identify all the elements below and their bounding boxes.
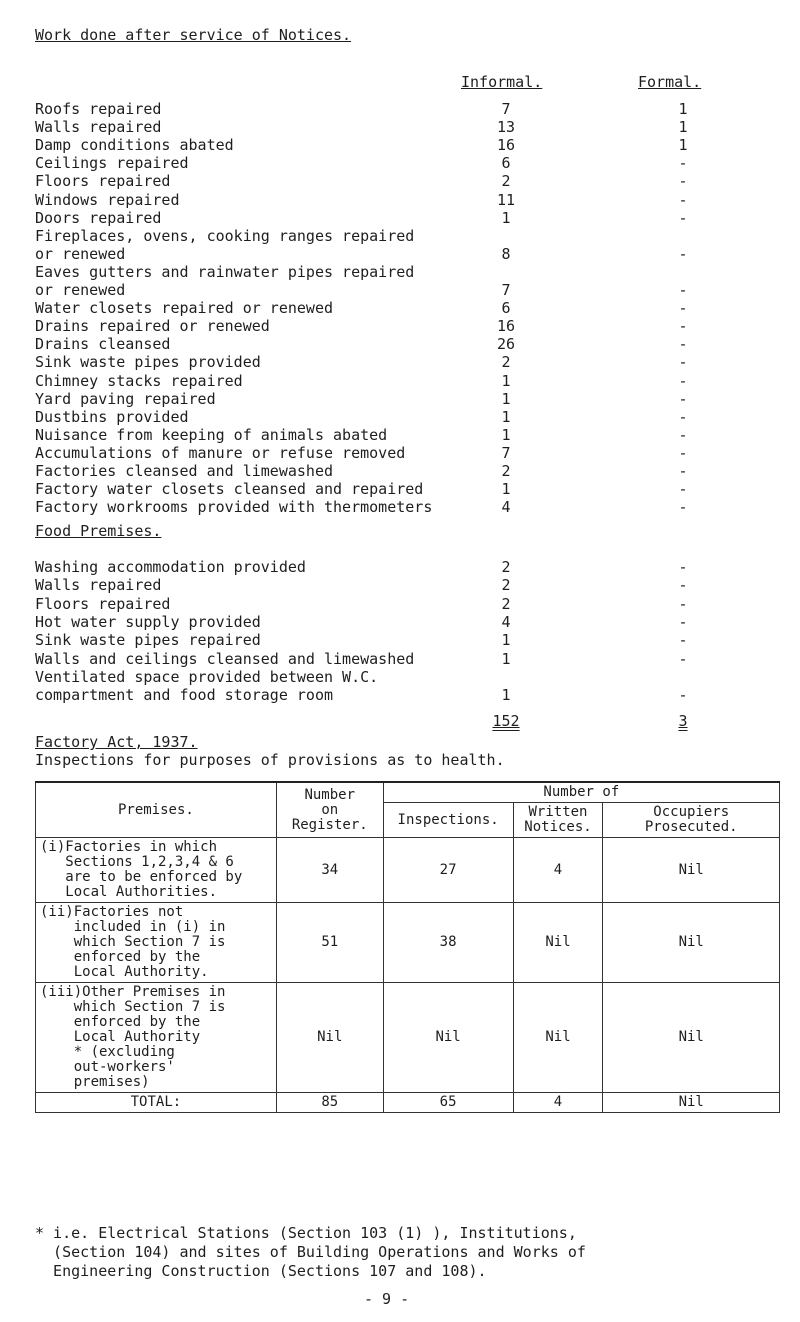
list-item-label: Roofs repaired <box>35 100 162 118</box>
list-item-label: Walls and ceilings cleansed and limewashed <box>35 649 415 668</box>
list-item-informal: 7 <box>501 443 511 462</box>
list-item-formal: - <box>678 389 688 408</box>
table-row <box>36 903 780 983</box>
list-item-label: Floors repaired <box>35 594 171 613</box>
premises-line: enforced by the <box>40 1014 201 1030</box>
factory-act-heading: Factory Act, 1937. <box>35 733 198 751</box>
list-item-formal: - <box>678 425 688 444</box>
header-number-of: Number of <box>383 782 779 803</box>
list-item-label: Yard paving repaired <box>35 389 216 408</box>
list-item-label: Drains cleansed <box>35 335 171 354</box>
list-item-label: Accumulations of manure or refuse removed <box>35 443 406 462</box>
premises-line: which Section 7 is <box>40 999 226 1015</box>
list-item-informal: 26 <box>496 335 516 354</box>
total-formal: 3 <box>678 712 688 730</box>
premises-line: (ii)Factories not <box>40 904 184 920</box>
list-item-label: Walls repaired <box>35 118 162 137</box>
list-item-formal: - <box>678 208 688 227</box>
list-item-label: Fireplaces, ovens, cooking ranges repaired <box>35 226 415 245</box>
premises-line: (i)Factories in which <box>40 839 218 855</box>
header-number-on-register <box>276 782 383 838</box>
list-item-formal: - <box>678 649 688 668</box>
list-item-label: Factories cleansed and limewashed <box>35 462 334 480</box>
list-item-formal: - <box>678 281 688 299</box>
footnote-line: * i.e. Electrical Stations (Section 103 (1) ), Institutions, <box>35 1224 577 1242</box>
premises-line: Local Authority <box>40 1029 201 1045</box>
premises-line: (iii)Other Premises in <box>40 984 226 1000</box>
food-premises-heading: Food Premises. <box>35 522 162 540</box>
list-item-label: Hot water supply provided <box>35 612 261 631</box>
list-item-informal: 1 <box>501 407 511 426</box>
premises-line: enforced by the <box>40 949 201 965</box>
header-register-line: Register. <box>291 816 368 833</box>
list-item-formal: - <box>678 317 688 336</box>
list-item-label: Ceilings repaired <box>35 154 189 173</box>
cell-register: 34 <box>276 838 383 903</box>
cell-prosecuted: Nil <box>603 838 780 903</box>
list-item-label: Washing accommodation provided <box>35 558 306 576</box>
total-register: 85 <box>276 1093 383 1113</box>
list-item-informal: 1 <box>501 371 511 390</box>
header-premises: Premises. <box>36 782 277 838</box>
cell-register: 51 <box>276 903 383 983</box>
list-item-informal: 4 <box>501 612 511 631</box>
premises-line: * (excluding <box>40 1044 175 1060</box>
list-item-informal: 2 <box>501 462 511 480</box>
table-total-row <box>36 1093 780 1113</box>
list-item-informal: 1 <box>501 480 511 499</box>
page-number: - 9 - <box>364 1290 410 1308</box>
list-item-formal: - <box>678 480 688 499</box>
list-item-label: Water closets repaired or renewed <box>35 299 334 318</box>
premises-line: Sections 1,2,3,4 & 6 <box>40 854 234 870</box>
list-item-formal: 1 <box>678 118 688 137</box>
list-item-informal: 2 <box>501 172 511 191</box>
list-item-formal: - <box>678 172 688 191</box>
list-item-label: or renewed <box>35 281 126 299</box>
list-item-formal: - <box>678 353 688 372</box>
total-informal: 152 <box>492 712 520 730</box>
list-item-informal: 2 <box>501 558 511 576</box>
list-item-informal: 1 <box>501 649 511 668</box>
cell-inspections: Nil <box>383 983 513 1093</box>
premises-line: are to be enforced by <box>40 869 243 885</box>
list-item-informal: 6 <box>501 154 511 173</box>
table-row <box>36 983 780 1093</box>
premises-cell <box>36 903 277 983</box>
list-item-formal: - <box>678 558 688 576</box>
list-item-informal: 4 <box>501 498 511 517</box>
list-item-formal: - <box>678 612 688 631</box>
list-item-label: Windows repaired <box>35 190 180 209</box>
list-item-informal: 8 <box>501 244 511 263</box>
list-item-formal: - <box>678 244 688 263</box>
footnote-line: (Section 104) and sites of Building Operations and Works of <box>35 1243 586 1261</box>
header-written-line: Written <box>528 804 588 820</box>
list-item-label: Chimney stacks repaired <box>35 371 243 390</box>
footnote-line: Engineering Construction (Sections 107 and 108). <box>35 1262 487 1280</box>
list-item-informal: 6 <box>501 299 511 318</box>
header-written-notices <box>513 803 603 838</box>
list-item-informal: 1 <box>501 389 511 408</box>
list-item-formal: - <box>678 154 688 173</box>
list-item-informal: 16 <box>496 136 516 155</box>
total-notices: 4 <box>513 1093 603 1113</box>
cell-prosecuted: Nil <box>603 903 780 983</box>
list-item-informal: 7 <box>501 100 511 118</box>
page-heading: Work done after service of Notices. <box>35 26 352 44</box>
list-item-formal: 1 <box>678 136 688 155</box>
header-register-line: on <box>321 801 339 818</box>
list-item-formal: - <box>678 686 688 705</box>
list-item-informal: 2 <box>501 576 511 595</box>
premises-line: which Section 7 is <box>40 934 226 950</box>
cell-notices: Nil <box>513 903 603 983</box>
list-item-formal: - <box>678 190 688 209</box>
header-occupiers-prosecuted <box>603 803 780 838</box>
list-item-formal: - <box>678 335 688 354</box>
cell-notices: Nil <box>513 983 603 1093</box>
list-item-formal: - <box>678 443 688 462</box>
list-item-formal: - <box>678 631 688 650</box>
premises-line: included in (i) in <box>40 919 226 935</box>
list-item-informal: 1 <box>501 208 511 227</box>
cell-register: Nil <box>276 983 383 1093</box>
header-prosecuted-line: Prosecuted. <box>644 819 738 835</box>
list-item-formal: 1 <box>678 100 688 118</box>
list-item-informal: 11 <box>496 190 516 209</box>
list-item-informal: 1 <box>501 425 511 444</box>
total-prosecuted: Nil <box>603 1093 780 1113</box>
list-item-label: or renewed <box>35 244 126 263</box>
list-item-informal: 2 <box>501 353 511 372</box>
list-item-label: Dustbins provided <box>35 407 189 426</box>
list-item-informal: 16 <box>496 317 516 336</box>
list-item-formal: - <box>678 594 688 613</box>
factory-inspections-table <box>35 781 780 1113</box>
premises-line: Local Authorities. <box>40 884 218 900</box>
cell-prosecuted: Nil <box>603 983 780 1093</box>
total-label: TOTAL: <box>36 1093 277 1113</box>
premises-line: Local Authority. <box>40 964 209 980</box>
list-item-informal: 13 <box>496 118 516 137</box>
factory-act-subheading: Inspections for purposes of provisions as to health. <box>35 751 505 769</box>
header-written-line: Notices. <box>524 819 592 835</box>
table-row <box>36 838 780 903</box>
list-item-informal: 7 <box>501 281 511 299</box>
column-header-formal: Formal. <box>638 73 702 91</box>
list-item-label: Sink waste pipes provided <box>35 353 261 372</box>
header-register-line: Number <box>304 786 356 803</box>
premises-line: out-workers' <box>40 1059 175 1075</box>
header-inspections: Inspections. <box>383 803 513 838</box>
header-prosecuted-line: Occupiers <box>653 804 730 820</box>
list-item-formal: - <box>678 576 688 595</box>
cell-inspections: 27 <box>383 838 513 903</box>
list-item-label: Ventilated space provided between W.C. <box>35 667 379 686</box>
list-item-formal: - <box>678 498 688 517</box>
cell-notices: 4 <box>513 838 603 903</box>
list-item-informal: 2 <box>501 594 511 613</box>
column-header-informal: Informal. <box>461 73 543 91</box>
cell-inspections: 38 <box>383 903 513 983</box>
table-header-row <box>36 782 780 803</box>
premises-cell <box>36 838 277 903</box>
list-item-label: compartment and food storage room <box>35 686 334 705</box>
list-item-informal: 1 <box>501 631 511 650</box>
list-item-label: Nuisance from keeping of animals abated <box>35 425 388 444</box>
list-item-formal: - <box>678 462 688 480</box>
list-item-label: Doors repaired <box>35 208 162 227</box>
premises-cell <box>36 983 277 1093</box>
list-item-label: Sink waste pipes repaired <box>35 631 261 650</box>
premises-line: premises) <box>40 1074 150 1090</box>
list-item-label: Factory water closets cleansed and repaired <box>35 480 424 499</box>
list-item-formal: - <box>678 407 688 426</box>
total-inspections: 65 <box>383 1093 513 1113</box>
list-item-label: Factory workrooms provided with thermometers <box>35 498 433 517</box>
list-item-formal: - <box>678 371 688 390</box>
list-item-informal: 1 <box>501 686 511 705</box>
list-item-label: Drains repaired or renewed <box>35 317 270 336</box>
list-item-label: Damp conditions abated <box>35 136 234 155</box>
list-item-label: Walls repaired <box>35 576 162 595</box>
list-item-label: Eaves gutters and rainwater pipes repaired <box>35 262 415 281</box>
list-item-label: Floors repaired <box>35 172 171 191</box>
list-item-formal: - <box>678 299 688 318</box>
